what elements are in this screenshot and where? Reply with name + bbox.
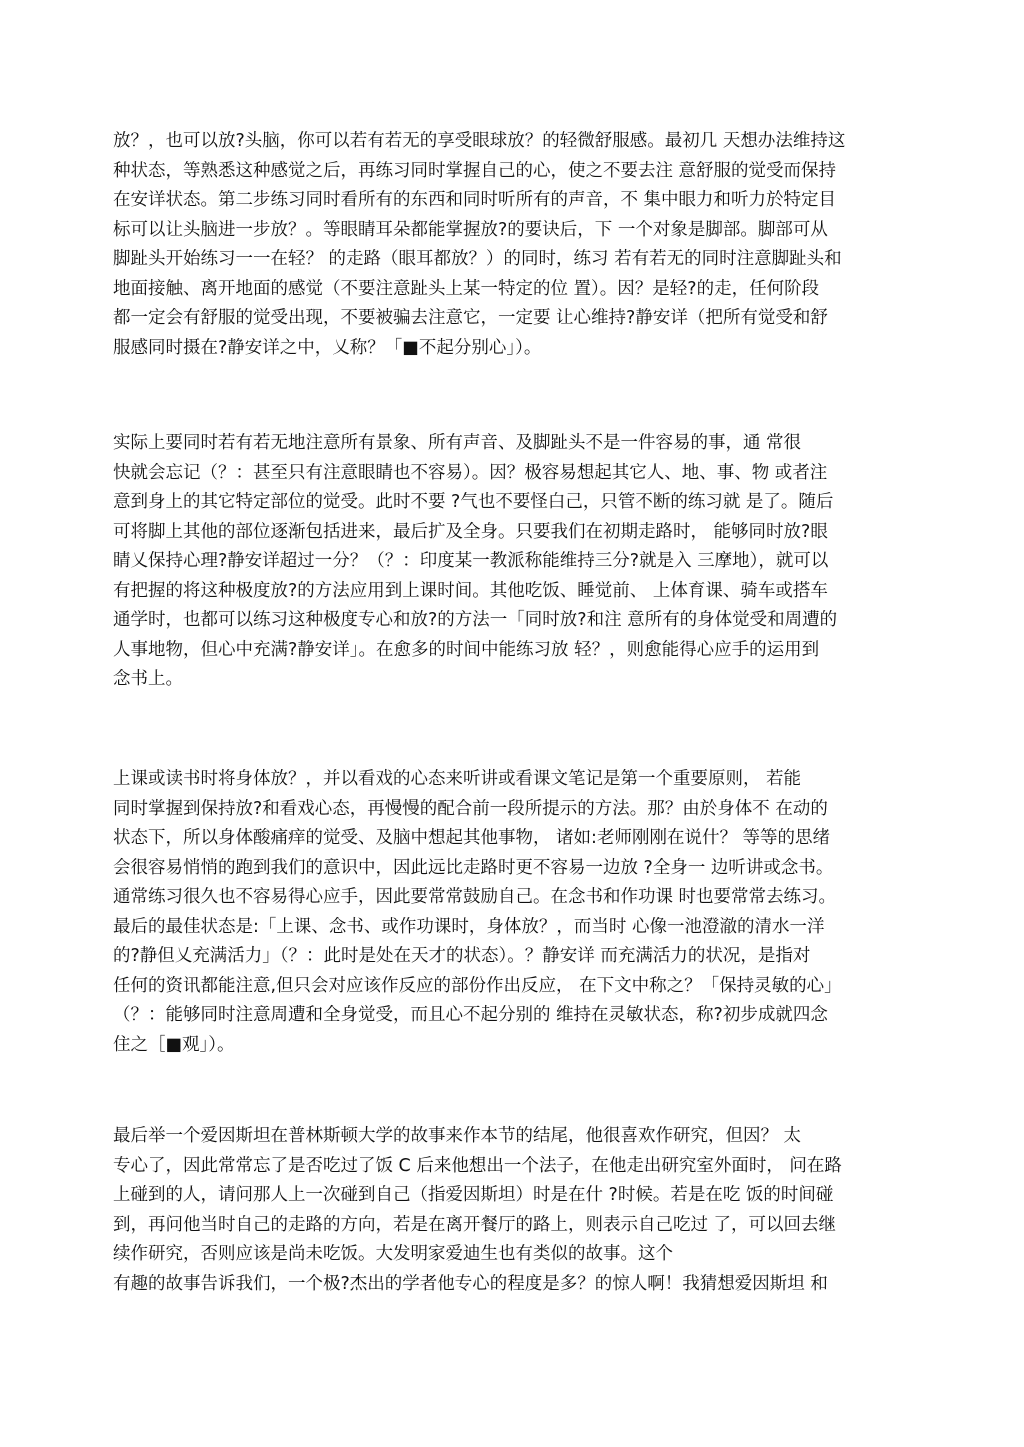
text-line: 上碰到的人，请问那人上一次碰到自己（指爱因斯坦）时是在什 ?时候。若是在吃 饭的时间碰 <box>113 1185 834 1205</box>
text-line: 专心了，因此常常忘了是否吃过了饭 C 后来他想出一个法子，在他走出研究室外面时， 问在路 <box>113 1155 842 1176</box>
text-line: 有把握的将这种极度放?的方法应用到上课时间。其他吃饭、睡觉前、 上体育课、骑车或搭车 <box>113 580 828 601</box>
text-line: 在安详状态。第二步练习同时看所有的东西和同时听所有的声音，不 集中眼力和听力於特定目 <box>113 190 837 210</box>
text-line: （？：能够同时注意周遭和全身觉受，而且心不起分别的 维持在灵敏状态，称?初步成就四念 <box>113 1005 828 1025</box>
paragraph-3 <box>113 765 913 1060</box>
text-line: 续作研究，否则应该是尚未吃饭。大发明家爱迪生也有类似的故事。这个 <box>113 1244 673 1264</box>
text-line: 同时掌握到保持放?和看戏心态，再慢慢的配合前一段所提示的方法。那？由於身体不 在动的 <box>113 798 828 819</box>
text-line: 通学时，也都可以练习这种极度专心和放?的方法一「同时放?和注 意所有的身体觉受和周遭的 <box>113 610 838 630</box>
text-line: 种状态，等熟悉这种感觉之后，再练习同时掌握自己的心，使之不要去注 意舒服的觉受而保持 <box>113 160 837 181</box>
text-line: 会很容易悄悄的跑到我们的意识中，因此远比走路时更不容易一边放 ?全身一 边听讲或念书。 <box>113 857 834 878</box>
text-line: 可将脚上其他的部位逐渐包括进来，最后扩及全身。只要我们在初期走路时， 能够同时放?眼 <box>113 521 828 542</box>
text-line: 脚趾头开始练习一一在轻？ 的走路（眼耳都放？）的同时，练习 若有若无的同时注意脚趾头和 <box>113 249 842 269</box>
text-line: 念书上。 <box>113 669 183 689</box>
text-line: 标可以让头脑进一步放？。等眼睛耳朵都能掌握放?的要诀后，下 一个对象是脚部。脚部可从 <box>113 219 828 240</box>
text-line: 最后的最佳状态是:「上课、念书、或作功课时，身体放？，而当时 心像一池澄澈的清水一洋 <box>113 916 825 937</box>
text-line: 睛乂保持心理?静安详超过一分？（？：印度某一教派称能维持三分?就是入 三摩地），就可以 <box>113 551 829 571</box>
text-line: 实际上要同时若有若无地注意所有景象、所有声音、及脚趾头不是一件容易的事，通 常很 <box>113 433 802 453</box>
text-line: 任何的资讯都能注意,但只会对应该作反应的部份作出反应， 在下文中称之？「保持灵敏的心」 <box>113 975 842 996</box>
text-line: 状态下，所以身体酸痛痒的觉受、及脑中想起其他事物， 诸如:老师刚刚在说什？ 等等的思绪 <box>113 828 831 848</box>
paragraph-1 <box>113 127 913 363</box>
paragraph-4 <box>113 1122 913 1299</box>
text-line: 人事地物，但心中充满?静安详」。在愈多的时间中能练习放 轻？，则愈能得心应手的运用到 <box>113 639 820 660</box>
text-line: 住之［■观」）。 <box>113 1034 235 1055</box>
text-line: 有趣的故事告诉我们，一个极?杰出的学者他专心的程度是多？的惊人啊！我猜想爱因斯坦 和 <box>113 1273 828 1294</box>
text-line: 的?静但乂充满活力」（？：此时是处在天才的状态）。？静安详 而充满活力的状况，是指对 <box>113 946 811 966</box>
text-line: 意到身上的其它特定部位的觉受。此时不要 ?气也不要怪白己，只管不断的练习就 是了。随后 <box>113 492 834 512</box>
text-line: 通常练习很久也不容易得心应手，因此要常常鼓励自己。在念书和作功课 时也要常常去练习。 <box>113 887 837 907</box>
text-line: 上课或读书时将身体放？，并以看戏的心态来听讲或看课文笔记是第一个重要原则， 若能 <box>113 769 802 789</box>
paragraph-2 <box>113 429 913 695</box>
text-line: 服感同时摄在?静安详之中，乂称？「■不起分别心」）。 <box>113 337 542 358</box>
text-line: 都一定会有舒服的觉受出现，不要被骗去注意它，一定要 让心维持?静安详（把所有觉受和舒 <box>113 308 828 328</box>
text-line: 快就会忘记（？：甚至只有注意眼睛也不容易）。因？极容易想起其它人、地、事、物 或者注 <box>113 462 828 483</box>
text-line: 最后举一个爱因斯坦在普林斯顿大学的故事来作本节的结尾，他很喜欢作研究，但因？ 太 <box>113 1126 802 1146</box>
text-line: 地面接触、离开地面的感觉（不要注意趾头上某一特定的位 置）。因？是轻?的走，任何阶段 <box>113 278 820 299</box>
text-line: 到，再问他当时自己的走路的方向，若是在离开餐厅的路上，则表示自己吃过 了，可以回去继 <box>113 1214 837 1235</box>
text-line: 放？，也可以放?头脑，你可以若有若无的享受眼球放？的轻微舒服感。最初几 天想办法维持这 <box>113 131 846 151</box>
